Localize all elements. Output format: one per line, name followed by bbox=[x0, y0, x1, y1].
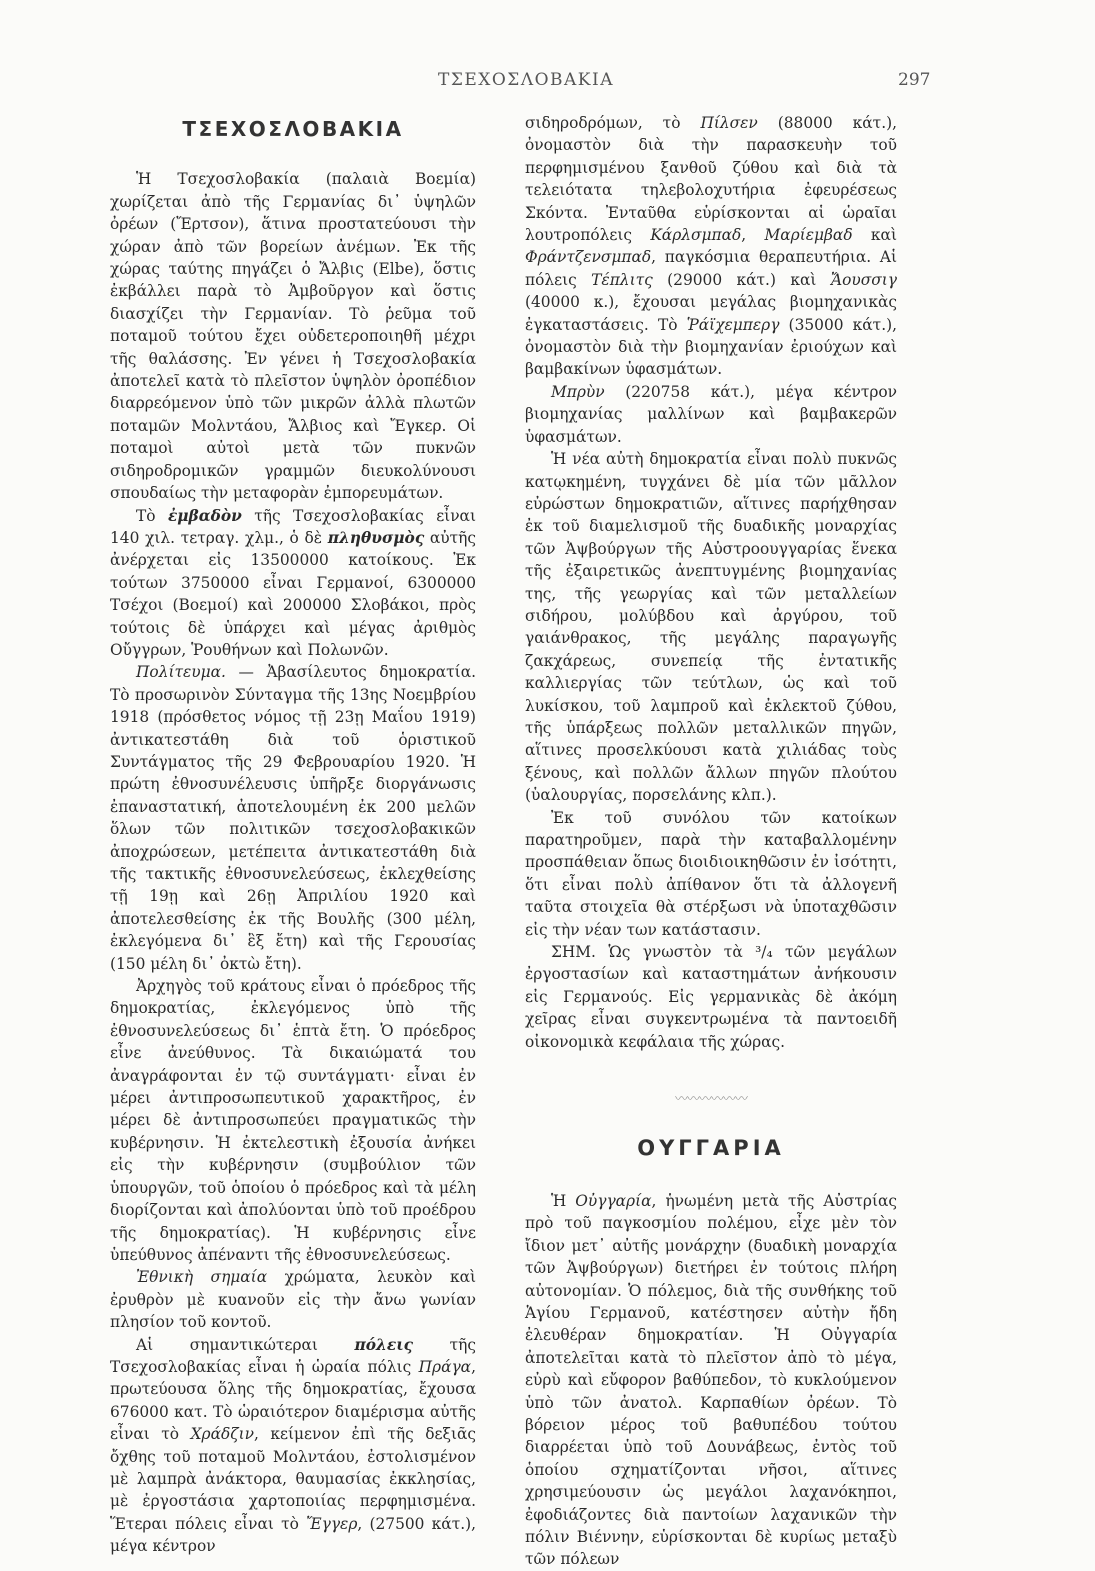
term-polity: Πολίτευμα. bbox=[136, 663, 226, 682]
left-column bbox=[110, 112, 476, 1558]
place-hungary: Οὐγγαρία bbox=[575, 1191, 652, 1210]
text-run: Αἱ σημαντικώτεραι bbox=[136, 1335, 355, 1354]
paragraph-polity bbox=[110, 661, 476, 975]
term-area: ἐμβαδὸν bbox=[167, 506, 242, 525]
place-hradcany: Χράδζιν bbox=[190, 1425, 254, 1444]
text-run: χρώματα, λευκὸν καὶ ἐρυθρὸν μὲ κυανοῦν εἰς τὴν ἄνω γωνίαν πλησίον τοῦ κοντοῦ. bbox=[110, 1268, 477, 1332]
paragraph-economy: Ἡ νέα αὐτὴ δημοκρατία εἶναι πολὺ πυκνῶς κατῳκημένη, τυγχάνει δὲ μία τῶν μᾶλλον εὐρώστων δημοκρατιῶν, αἵτινες παρήχθησαν ἐκ τοῦ διαμελισμοῦ τῆς δυαδικῆς μοναρχίας τῶν Ἀψβούργων τῆς Αὐστροουγγαρίας ἕνεκα τῆς ἐξαιρετικῶς ἀνεπτυγμένης βιομηχανίας της, τῆς γεωργίας καὶ τῶν μεταλλείων σιδήρου, μολύβδου καὶ ἀργύρου, τοῦ γαιάνθρακος, τῆς μεγάλης παραγωγῆς ζακχάρεως, συνεπείᾳ τῆς ἐντατικῆς καλλιεργίας τῶν τεύτλων, ὡς καὶ τοῦ λυκίσκου, τοῦ λαμπροῦ καὶ ἐκλεκτοῦ ζύθου, τῆς ὑπάρξεως πολλῶν μεταλλικῶν πηγῶν, αἵτινες προσελκύουσι κατὰ χιλιάδας τοὺς ξένους, καὶ πολλῶν ἄλλων πηγῶν πλούτου (ὑαλουργίας, πορσελάνης κλπ.). bbox=[525, 450, 897, 805]
text-run: Τὸ bbox=[136, 506, 168, 525]
running-header bbox=[0, 70, 1095, 94]
text-run: , ἡνωμένη μετὰ τῆς Αὐστρίας πρὸ τοῦ παγκοσμίου πολέμου, εἶχε μὲν τὸν ἴδιον μετ᾽ αὐτῆς μονάρχην (δυαδικὴ μοναρχία τῶν Ἀψβούργων) διετήρει ἐν τούτοις πλήρη αὐτονομίαν. Ὁ πόλεμος, διὰ τῆς συνθήκης τοῦ Ἁγίου Γερμανοῦ, κατέστησεν αὐτὴν ἤδη ἐλευθέραν δημοκρατίαν. Ἡ Οὐγγαρία ἀποτελεῖται κατὰ τὸ πλεῖστον ἀπὸ τὸ μέγα, εὐρὺ καὶ εὔφορον βαθύπεδον, τὸ κυκλούμενον ὑπὸ τῶν ἀνατολ. Καρπαθίων ὀρέων. Τὸ βόρειον μέρος τοῦ βαθυπέδου τούτου διαρρέεται ὑπὸ τοῦ Δουνάβεως, ἐντὸς τοῦ ὁποίου σχηματίζονται νῆσοι, αἵτινες χρησιμεύουσιν ὡς μεγάλοι λαχανόκηποι, ἐφοδιάζοντες διὰ παντοίων λαχανικῶν τὴν πόλιν Βιέννην, εὑρίσκονται δὲ κυρίως μεταξὺ τῶν πόλεων bbox=[525, 1191, 898, 1569]
text-run: , παγκόσμια θεραπευτήρια. Αἱ πόλεις bbox=[525, 248, 897, 289]
paragraph-cities-continued bbox=[525, 112, 897, 381]
text-run: (40000 κ.), ἔχουσαι μεγάλας βιομηχανικὰς ἐγκαταστάσεις. Τὸ bbox=[525, 293, 897, 334]
text-run: , bbox=[741, 226, 765, 245]
paragraph-brunn bbox=[525, 381, 897, 448]
place-marienbad: Μαρίεμβαδ bbox=[764, 226, 853, 245]
place-pilsen: Πίλσεν bbox=[700, 114, 758, 132]
paragraph-hungary bbox=[525, 1190, 897, 1571]
text-run: , (27500 κάτ.), μέγα κέντρον bbox=[110, 1514, 476, 1556]
paragraph-flag bbox=[110, 1266, 476, 1333]
paragraph-cities bbox=[110, 1334, 476, 1558]
text-run: (35000 κάτ.), ὀνομαστὸν διὰ τὴν βιομηχανίαν ἐριούχων καὶ βαμβακίνων ὑφασμάτων. bbox=[525, 315, 897, 379]
running-title: ΤΣΕΧΟΣΛΟΒΑΚΙΑ bbox=[438, 70, 615, 90]
term-cities: πόλεις bbox=[354, 1335, 414, 1354]
term-population: πληθυσμὸς bbox=[327, 528, 425, 547]
text-run: τῆς Τσεχοσλοβακίας εἶναι ἡ ὡραία πόλις bbox=[110, 1335, 476, 1376]
place-eger: Ἔγγερ bbox=[306, 1514, 358, 1533]
section-divider: 〰〰〰〰〰〰 bbox=[674, 1092, 747, 1108]
page-number: 297 bbox=[898, 70, 931, 90]
section-heading-hungary: ΟΥΓΓΑΡΙΑ bbox=[637, 1136, 785, 1161]
text-run: (220758 κάτ.), μέγα κέντρον βιομηχανίας μαλλίνων καὶ βαμβακερῶν ὑφασμάτων. bbox=[525, 382, 897, 446]
text-run: σιδηροδρόμων, τὸ bbox=[525, 114, 701, 132]
text-run: , κείμενον ἐπὶ τῆς δεξιᾶς ὄχθης τοῦ ποταμοῦ Μολντάου, ἐστολισμένον μὲ λαμπρὰ ἀνάκτορα, θαυμασίας ἐκκλησίας, μὲ ἐργοστάσια χαρτοποιίας περφημισμένα. Ἕτεραι πόλεις εἶναι τὸ bbox=[110, 1425, 476, 1533]
text-run: αὐτῆς ἀνέρχεται εἰς 13500000 κατοίκους. Ἐκ τούτων 3750000 εἶναι Γερμανοί, 6300000 Τσέχοι (Βοεμοί) καὶ 200000 Σλοβάκοι, πρὸς τούτοις δὲ ὑπάρχει καὶ μέγας ἀριθμὸς Οὔγγρων, Ῥουθήνων καὶ Πολωνῶν. bbox=[110, 528, 477, 659]
text-run: — Ἀβασίλευτος δημοκρατία. Τὸ προσωρινὸν Σύνταγμα τῆς 13ης Νοεμβρίου 1918 (πρόσθετος νόμος τῇ 23ῃ Μαΐου 1919) ἀντικατεστάθη διὰ τοῦ ὁριστικοῦ Συντάγματος τῆς 29 Φεβρουαρίου 1920. Ἡ πρώτη ἐθνοσυνέλευσις ὑπῆρξε διοργάνωσις ἐπαναστατική, ἀποτελουμένη ἐκ 200 μελῶν ὅλων τῶν πολιτικῶν τσεχοσλοβακικῶν ἀποχρώσεων, μετέπειτα ἀντικατεστάθη διὰ τῆς τακτικῆς ἐθνοσυνελεύσεως, ἐκλεχθείσης τῇ 19ῃ καὶ 26ῃ Ἀπριλίου 1920 καὶ ἀποτελεσθείσης ἐκ τῆς Βουλῆς (300 μέλη, ἐκλεγόμενα δι᾽ ἓξ ἔτη) καὶ τῆς Γερουσίας (150 μέλη δι᾽ ὀκτὼ ἔτη). bbox=[110, 663, 476, 973]
place-brunn: Μπρὺν bbox=[551, 382, 605, 401]
place-aussig: Ἄουσσιγ bbox=[830, 270, 897, 289]
place-teplitz: Τέπλιτς bbox=[591, 270, 653, 289]
paragraph-minorities: Ἐκ τοῦ συνόλου τῶν κατοίκων παρατηροῦμεν, παρὰ τὴν καταβαλλομένην προσπάθειαν ὅπως διοιδιοικηθῶσιν ἐν ἰσότητι, ὅτι εἶναι πολὺ ἀπίθανον ὅτι τὰ ἀλλογενῆ ταῦτα στοιχεῖα θὰ στέρξωσι νὰ ὑποταχθῶσιν εἰς τὴν νέαν των κατάστασιν. bbox=[525, 808, 897, 939]
paragraph-head-of-state: Ἀρχηγὸς τοῦ κράτους εἶναι ὁ πρόεδρος τῆς δημοκρατίας, ἐκλεγόμενος ὑπὸ τῆς ἐθνοσυνελεύσεως δι᾽ ἑπτὰ ἔτη. Ὁ πρόεδρος εἶνε ἀνεύθυνος. Τὰ δικαιώματά του ἀναγράφονται ἐν τῷ συντάγματι· εἶναι ἐν μέρει ἀντιπροσωπευτικοῦ χαρακτῆρος, ἐν μέρει δὲ ἀντιπροσωπεύει πραγματικῶς τὴν κυβέρνησιν. Ἡ ἐκτελεστικὴ ἐξουσία ἀνήκει εἰς τὴν κυβέρνησιν (συμβούλιον τῶν ὑπουργῶν, τοῦ ὁποίου ὁ πρόεδρος καὶ τὰ μέλη διορίζονται καὶ ἀπολύονται ὑπὸ τοῦ προέδρου τῆς δημοκρατίας). Ἡ κυβέρνησις εἶνε ὑπεύθυνος ἀπέναντι τῆς ἐθνοσυνελεύσεως. bbox=[110, 977, 476, 1264]
term-flag: Ἐθνικὴ σημαία bbox=[136, 1268, 268, 1287]
place-prague: Πράγα bbox=[418, 1357, 472, 1376]
place-karlsbad: Κάρλσμπαδ bbox=[650, 226, 742, 245]
text-run: τῆς Τσεχοσλοβακίας εἶναι 140 χιλ. τετραγ. χλμ., ὁ δὲ bbox=[110, 506, 476, 547]
place-reichenberg: Ῥάϊχεμπεργ bbox=[686, 315, 780, 334]
paragraph-geography: Ἡ Τσεχοσλοβακία (παλαιὰ Βοεμία) χωρίζεται ἀπὸ τῆς Γερμανίας δι᾽ ὑψηλῶν ὀρέων (Ἔρτσον), ἅτινα προστατεύουσι τὴν χώραν ἀπὸ τῶν βορείων ἀνέμων. Ἐκ τῆς χώρας ταύτης πηγάζει ὁ Ἄλβις (Elbe), ὅστις ἐκβάλλει παρὰ τὸ Ἀμβοῦργον καὶ ὅστις διασχίζει τὴν Γερμανίαν. Τὸ ῥεῦμα τοῦ ποταμοῦ τούτου ἔχει οὐδετεροποιηθῆ μέχρι τῆς θαλάσσης. Ἐν γένει ἡ Τσεχοσλοβακία ἀποτελεῖ κατὰ τὸ πλεῖστον ὑψηλὸν ὀροπέδιον διαρρεόμενον ὑπὸ τῶν μικρῶν ἀλλὰ πλωτῶν ποταμῶν Μολντάου, Ἄλβιος καὶ Ἔγκερ. Οἱ ποταμοὶ αὐτοὶ μετὰ τῶν πυκνῶν σιδηροδρομικῶν γραμμῶν διευκολύνουσι σπουδαίως τὴν μεταφορὰν ἐμπορευμάτων. bbox=[110, 170, 476, 503]
text-run: καὶ bbox=[852, 226, 897, 245]
text-run: (29000 κάτ.) καὶ bbox=[652, 270, 831, 289]
section-heading-czechoslovakia: ΤΣΕΧΟΣΛΟΒΑΚΙΑ bbox=[182, 117, 404, 141]
place-franzensbad: Φράντζενσμπαδ bbox=[525, 248, 652, 267]
paragraph-note: ΣΗΜ. Ὡς γνωστὸν τὰ ³/₄ τῶν μεγάλων ἐργοστασίων καὶ καταστημάτων ἀνήκουσιν εἰς Γερμανούς. Εἰς γερμανικὰς δὲ ἀκόμη χεῖρας εἶναι συγκεντρωμένα τὰ παντοειδῆ οἰκονομικὰ κεφάλαια τῆς χώρας. bbox=[525, 943, 897, 1051]
text-run: , πρωτεύουσα ὅλης τῆς δημοκρατίας, ἔχουσα 676000 κατ. Τὸ ὡραιότερον διαμέρισμα αὐτῆς εἶναι τὸ bbox=[110, 1357, 476, 1444]
paragraph-population bbox=[110, 505, 476, 662]
text-run: (88000 κάτ.), ὀνομαστὸν διὰ τὴν παρασκευὴν τοῦ περφημισμένου ξανθοῦ ζύθου καὶ διὰ τὰ τελειότατα τηλεβολοχυτήρια ἐφευρέσεως Σκόντα. Ἐνταῦθα εὑρίσκονται αἱ ὡραῖαι λουτροπόλεις bbox=[525, 114, 897, 245]
text-run: Ἡ bbox=[551, 1191, 576, 1210]
right-column bbox=[525, 112, 897, 1571]
